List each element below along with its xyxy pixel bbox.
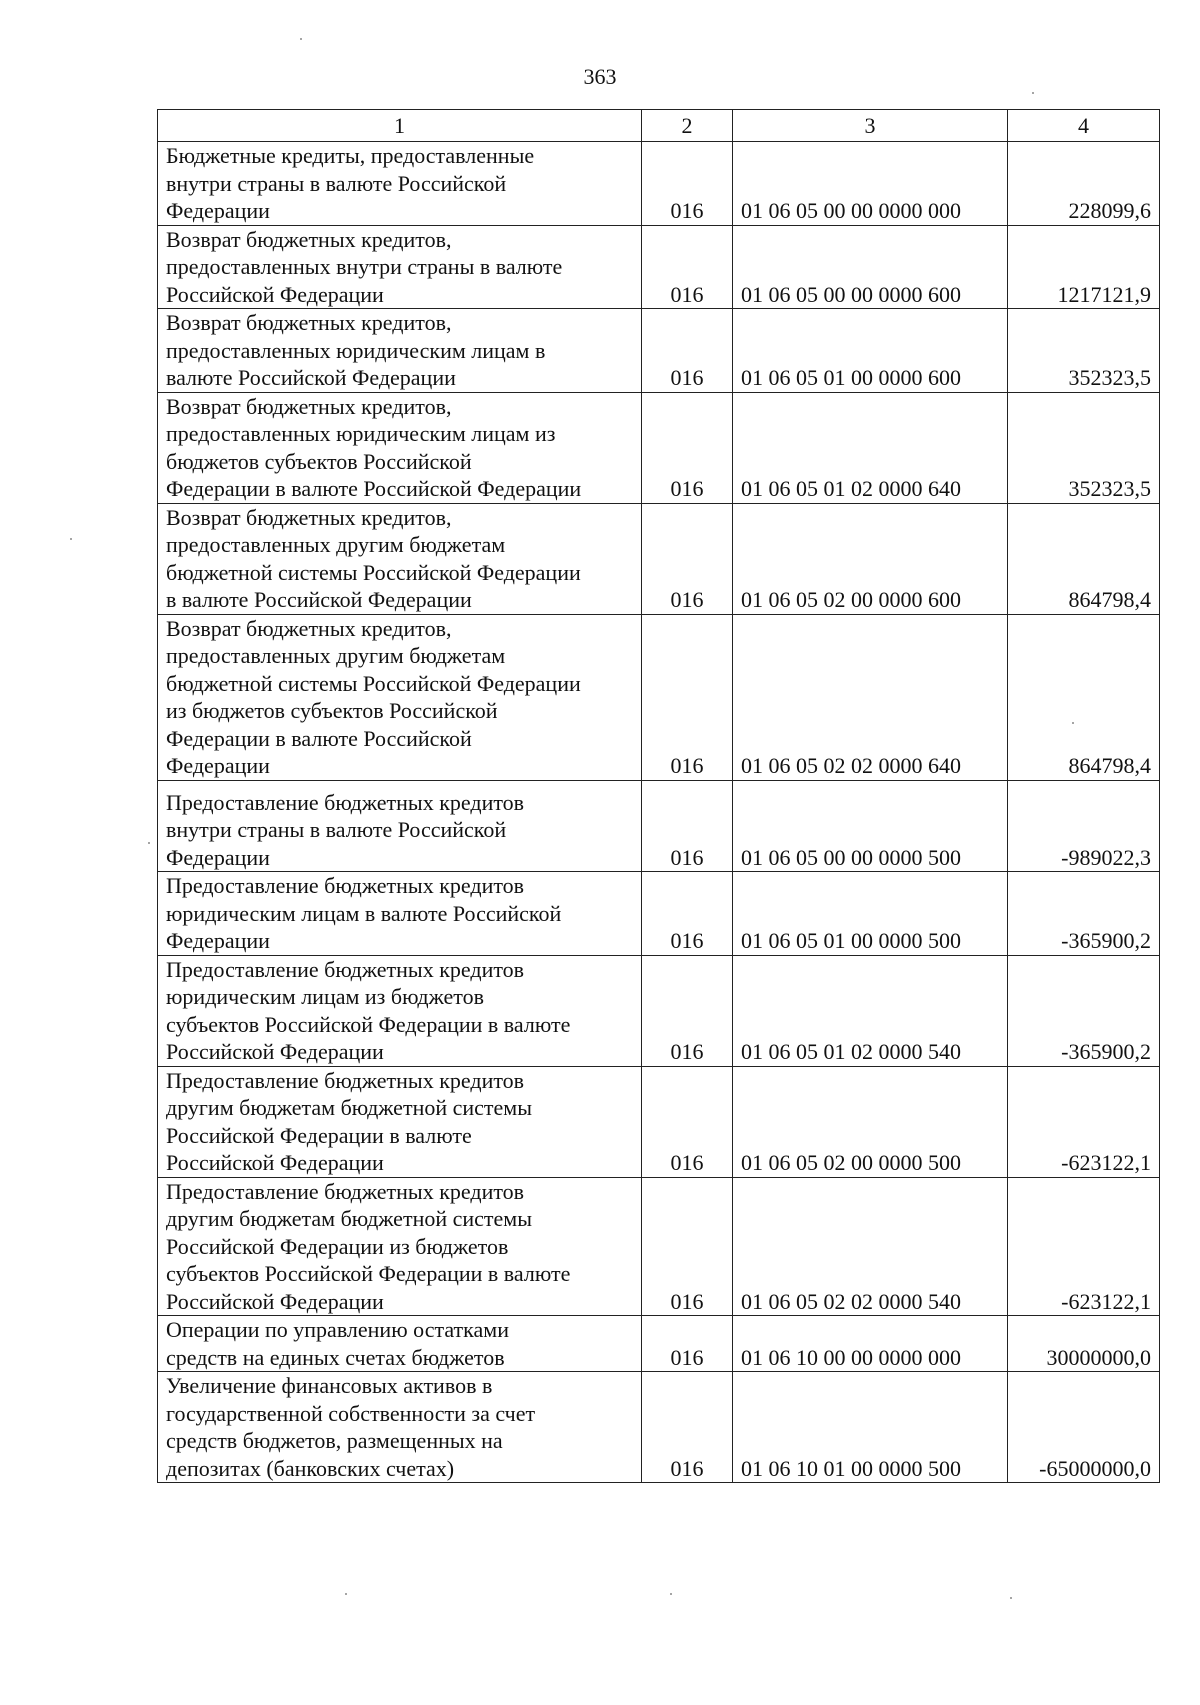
admin-code-cell: 016 (642, 872, 733, 956)
row-name-cell (158, 614, 642, 780)
amount-cell: 352323,5 (1008, 392, 1160, 503)
kbk-code-cell: 01 06 05 02 02 0000 640 (733, 614, 1008, 780)
table-row (158, 1066, 1160, 1177)
kbk-code-cell: 01 06 05 02 02 0000 540 (733, 1177, 1008, 1316)
row-name-cell (158, 1316, 642, 1372)
row-name-cell (158, 309, 642, 393)
table-row (158, 955, 1160, 1066)
scan-speck (300, 38, 302, 40)
row-name-line: Федерации в валюте Российской (166, 725, 472, 751)
row-name-line: Предоставление бюджетных кредитов (166, 1178, 525, 1204)
table-row (158, 225, 1160, 309)
row-name-cell (158, 780, 642, 872)
row-name-line: предоставленных юридическим лицам из (166, 421, 556, 446)
table-row (158, 780, 1160, 872)
row-name-line: Федерации (166, 928, 270, 953)
row-name-cell (158, 503, 642, 614)
kbk-code-cell: 01 06 05 00 00 0000 500 (733, 780, 1008, 872)
admin-code-cell: 016 (642, 225, 733, 309)
table-row (158, 392, 1160, 503)
row-name-line: Федерации (166, 844, 270, 870)
row-name-line: Бюджетные кредиты, предоставленные (166, 143, 535, 168)
row-name-line: Предоставление бюджетных кредитов (166, 1067, 525, 1093)
row-name-line: бюджетов субъектов Российской (166, 448, 472, 474)
kbk-code-cell: 01 06 10 01 00 0000 500 (733, 1372, 1008, 1483)
admin-code-cell: 016 (642, 309, 733, 393)
amount-cell: -989022,3 (1008, 780, 1160, 872)
amount-cell: 864798,4 (1008, 503, 1160, 614)
row-name-line: предоставленных другим бюджетам (166, 643, 506, 668)
row-name-line: Возврат бюджетных кредитов, (166, 615, 452, 641)
row-name-line: субъектов Российской Федерации в валюте (166, 1011, 571, 1037)
admin-code-cell: 016 (642, 1066, 733, 1177)
row-name-line: Возврат бюджетных кредитов, (166, 310, 452, 335)
row-name-line: Федерации (166, 198, 270, 223)
row-name-line: валюте Российской Федерации (166, 365, 456, 390)
scan-speck (148, 842, 150, 844)
row-name-line: Предоставление бюджетных кредитов (166, 789, 525, 815)
admin-code-cell: 016 (642, 142, 733, 226)
row-name-line: Российской Федерации (166, 1288, 384, 1314)
row-name-line: Российской Федерации (166, 1150, 384, 1175)
scan-speck (1032, 92, 1034, 94)
kbk-code-cell: 01 06 05 01 00 0000 600 (733, 309, 1008, 393)
row-name-line: предоставленных юридическим лицам в (166, 337, 546, 363)
row-name-cell (158, 225, 642, 309)
scan-speck (670, 1593, 672, 1595)
row-name-line: Федерации в валюте Российской Федерации (166, 476, 582, 501)
kbk-code-cell: 01 06 05 00 00 0000 000 (733, 142, 1008, 226)
table-row (158, 1372, 1160, 1483)
row-name-cell (158, 1372, 642, 1483)
row-name-line: депозитах (банковских счетах) (166, 1455, 455, 1481)
row-name-cell (158, 1066, 642, 1177)
row-name-line: средств бюджетов, размещенных на (166, 1428, 503, 1453)
amount-cell: -65000000,0 (1008, 1372, 1160, 1483)
amount-cell: 30000000,0 (1008, 1316, 1160, 1372)
amount-cell: -623122,1 (1008, 1177, 1160, 1316)
amount-cell: -623122,1 (1008, 1066, 1160, 1177)
amount-cell: 352323,5 (1008, 309, 1160, 393)
scan-speck (1072, 722, 1074, 724)
row-name-line: Российской Федерации (166, 1039, 384, 1064)
kbk-code-cell: 01 06 05 00 00 0000 600 (733, 225, 1008, 309)
admin-code-cell: 016 (642, 614, 733, 780)
table-row (158, 142, 1160, 226)
row-name-line: юридическим лицам в валюте Российской (166, 900, 562, 926)
table-row (158, 503, 1160, 614)
table-row (158, 614, 1160, 780)
row-name-line: Увеличение финансовых активов в (166, 1373, 493, 1398)
table-row (158, 1177, 1160, 1316)
row-name-line: бюджетной системы Российской Федерации (166, 559, 581, 585)
column-header: 4 (1008, 110, 1160, 142)
row-name-line: Возврат бюджетных кредитов, (166, 393, 452, 419)
table-row (158, 1316, 1160, 1372)
table-row (158, 872, 1160, 956)
header-row (158, 110, 1160, 142)
amount-cell: -365900,2 (1008, 955, 1160, 1066)
row-name-line: Российской Федерации в валюте (166, 1122, 472, 1148)
kbk-code-cell: 01 06 10 00 00 0000 000 (733, 1316, 1008, 1372)
row-name-line: внутри страны в валюте Российской (166, 817, 507, 842)
row-name-line: Федерации (166, 753, 270, 778)
row-name-line: государственной собственности за счет (166, 1400, 536, 1426)
row-name-line: предоставленных другим бюджетам (166, 532, 506, 557)
row-name-cell (158, 872, 642, 956)
amount-cell: -365900,2 (1008, 872, 1160, 956)
row-name-line: Предоставление бюджетных кредитов (166, 873, 525, 898)
row-name-line: Операции по управлению остатками (166, 1317, 509, 1342)
row-name-line: средств на единых счетах бюджетов (166, 1344, 505, 1370)
admin-code-cell: 016 (642, 955, 733, 1066)
column-header: 3 (733, 110, 1008, 142)
page-number: 363 (583, 64, 617, 89)
column-header: 2 (642, 110, 733, 142)
budget-table (157, 109, 1160, 1483)
kbk-code-cell: 01 06 05 01 02 0000 540 (733, 955, 1008, 1066)
scan-speck (1010, 1597, 1012, 1599)
scan-speck (70, 538, 72, 540)
admin-code-cell: 016 (642, 780, 733, 872)
admin-code-cell: 016 (642, 392, 733, 503)
admin-code-cell: 016 (642, 1372, 733, 1483)
row-name-cell (158, 142, 642, 226)
scan-speck (345, 1593, 347, 1595)
row-name-line: Российской Федерации из бюджетов (166, 1233, 509, 1259)
row-name-line: предоставленных внутри страны в валюте (166, 254, 563, 279)
amount-cell: 1217121,9 (1008, 225, 1160, 309)
row-name-line: субъектов Российской Федерации в валюте (166, 1261, 571, 1286)
row-name-line: юридическим лицам из бюджетов (166, 984, 484, 1009)
kbk-code-cell: 01 06 05 02 00 0000 600 (733, 503, 1008, 614)
row-name-line: бюджетной системы Российской Федерации (166, 670, 581, 696)
kbk-code-cell: 01 06 05 01 00 0000 500 (733, 872, 1008, 956)
row-name-line: другим бюджетам бюджетной системы (166, 1095, 532, 1120)
kbk-code-cell: 01 06 05 01 02 0000 640 (733, 392, 1008, 503)
column-header: 1 (158, 110, 642, 142)
admin-code-cell: 016 (642, 1316, 733, 1372)
row-name-line: в валюте Российской Федерации (166, 587, 472, 612)
row-name-line: Российской Федерации (166, 281, 384, 307)
row-name-line: Возврат бюджетных кредитов, (166, 504, 452, 530)
row-name-line: Предоставление бюджетных кредитов (166, 956, 525, 982)
table-row (158, 309, 1160, 393)
row-name-line: Возврат бюджетных кредитов, (166, 226, 452, 252)
row-name-cell (158, 955, 642, 1066)
row-name-line: другим бюджетам бюджетной системы (166, 1206, 532, 1231)
admin-code-cell: 016 (642, 1177, 733, 1316)
admin-code-cell: 016 (642, 503, 733, 614)
amount-cell: 228099,6 (1008, 142, 1160, 226)
row-name-cell (158, 1177, 642, 1316)
amount-cell: 864798,4 (1008, 614, 1160, 780)
row-name-line: из бюджетов субъектов Российской (166, 698, 498, 723)
row-name-cell (158, 392, 642, 503)
row-name-line: внутри страны в валюте Российской (166, 170, 507, 196)
kbk-code-cell: 01 06 05 02 00 0000 500 (733, 1066, 1008, 1177)
